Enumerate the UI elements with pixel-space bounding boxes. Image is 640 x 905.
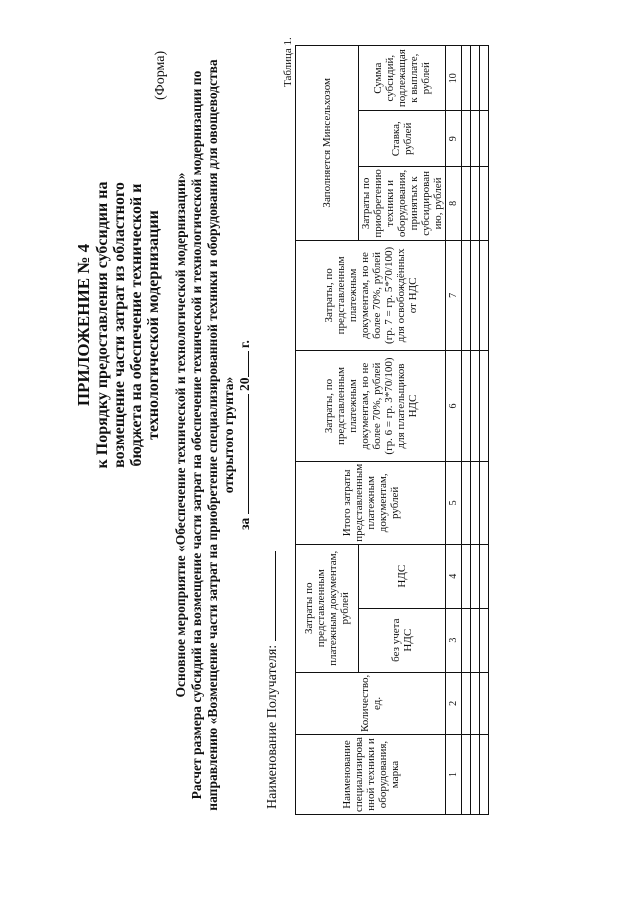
column-index: 8 — [446, 167, 462, 240]
period-prefix: за — [237, 517, 252, 530]
column-index: 9 — [446, 111, 462, 167]
recipient-label-text: Наименование Получателя: — [265, 644, 280, 809]
table-number: Таблица 1. — [282, 37, 294, 87]
table-row — [462, 46, 471, 815]
header-subsidy-amount: Сумма субсидий, подлежащая к выплате, рублей — [359, 46, 446, 111]
header-costs-group: Затраты по представленным платежным документам, рублей — [296, 544, 359, 672]
period-line — [237, 55, 253, 815]
header-ministry-group: Заполняется Минсельхозом — [296, 46, 359, 241]
title-line-4: открытого грунта» — [221, 376, 236, 494]
column-index: 5 — [446, 461, 462, 544]
recipient-blank — [275, 551, 276, 641]
header-costs-vat-exempt: Затраты, по представленным платежным документам, но не более 70%, рублей (гр. 7 = гр. 5*70/100) для освобождённых от НДС — [296, 240, 446, 351]
header-accepted-costs: Затраты по приобретению техники и оборудования, принятых к субсидирован ию, рублей — [359, 167, 446, 240]
header-total-costs: Итого затраты представленным платежным документам, рублей — [296, 461, 446, 544]
column-index: 4 — [446, 544, 462, 608]
appendix-line-4: технологической модернизации — [145, 210, 162, 440]
period-year: 20 — [237, 377, 252, 391]
appendix-heading — [75, 55, 162, 595]
header-without-vat: без учета НДС — [359, 608, 446, 672]
title-line-3: направлению «Возмещение части затрат на приобретение специализированной техники и оборудования для овощеводства — [205, 59, 220, 811]
appendix-title: ПРИЛОЖЕНИЕ № 4 — [74, 243, 93, 407]
column-index-row — [446, 46, 462, 815]
form-label: (Форма) — [153, 50, 168, 100]
header-vat: НДС — [359, 544, 446, 608]
document-title — [173, 55, 253, 815]
column-index: 6 — [446, 351, 462, 462]
column-index: 10 — [446, 46, 462, 111]
column-index: 3 — [446, 608, 462, 672]
table-row — [480, 46, 489, 815]
header-equipment-name: Наименование специализирова нной техники и оборудования, марка — [296, 735, 446, 815]
period-blank — [248, 394, 249, 514]
appendix-line-2: возмещение части затрат из областного — [111, 182, 128, 468]
table-row — [471, 46, 480, 815]
title-line-2: Расчет размера субсидий на возмещение части затрат на обеспечение технической и технологической модернизации по — [189, 70, 204, 800]
column-index: 7 — [446, 240, 462, 351]
header-costs-vat-payers: Затраты, по представленным платежным документам, но не более 70%, рублей (гр. 6 = гр. 3*70/100) для плательщиков НДС — [296, 351, 446, 462]
header-quantity: Количество, ед. — [296, 672, 446, 734]
year-blank — [248, 351, 249, 377]
column-index: 1 — [446, 735, 462, 815]
column-index: 2 — [446, 672, 462, 734]
period-suffix: г. — [237, 340, 252, 349]
appendix-line-3: бюджета на обеспечение технической и — [128, 183, 145, 467]
recipient-label — [265, 551, 281, 809]
header-rate: Ставка, рублей — [359, 111, 446, 167]
appendix-line-1: к Порядку предоставления субсидии на — [94, 181, 111, 469]
subsidy-calculation-table — [295, 45, 489, 815]
title-line-1: Основное мероприятие «Обеспечение технической и технологической модернизации» — [173, 172, 188, 698]
